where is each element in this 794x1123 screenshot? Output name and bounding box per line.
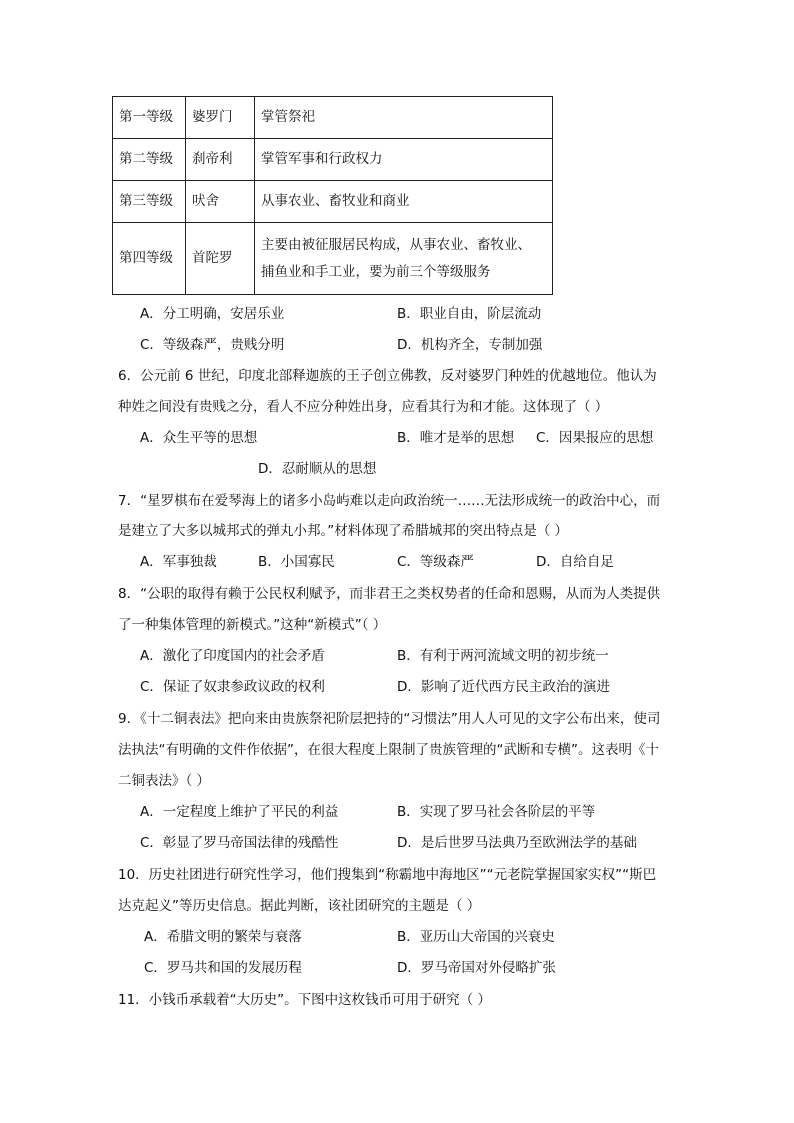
table-row <box>113 223 553 295</box>
table-cell: 首陀罗 <box>186 223 255 295</box>
q7-option-c: C．等级森严 <box>397 554 474 570</box>
q6-option-c: C．因果报应的思想 <box>536 430 654 446</box>
q11-stem-line: 11．小钱币承载着“大历史”。下图中这枚钱币可用于研究（ ） <box>118 992 491 1008</box>
q5-option-c: C．等级森严，贵贱分明 <box>140 337 285 353</box>
q5-option-d: D．机构齐全，专制加强 <box>397 337 543 353</box>
table-cell-line: 捕鱼业和手工业，要为前三个等级服务 <box>261 263 491 280</box>
q7-option-b: B．小国寡民 <box>258 554 335 570</box>
table-cell: 掌管祭祀 <box>255 97 553 139</box>
q10-option-c: C．罗马共和国的发展历程 <box>144 960 302 976</box>
table-cell: 第三等级 <box>113 181 186 223</box>
table-cell: 吠舍 <box>186 181 255 223</box>
table-cell: 刹帝利 <box>186 139 255 181</box>
q9-stem-line: 9．《十二铜表法》把向来由贵族祭祀阶层把持的“习惯法”用人人可见的文字公布出来，使司 <box>118 711 661 727</box>
q6-stem-line: 6．公元前 6 世纪，印度北部释迦族的王子创立佛教，反对婆罗门种姓的优越地位。他认为 <box>118 368 657 384</box>
table-cell: 第四等级 <box>113 223 186 295</box>
q6-option-a: A．众生平等的思想 <box>140 430 258 446</box>
q6-option-d: D．忍耐顺从的思想 <box>258 461 377 477</box>
q8-stem-line: 8．“公职的取得有赖于公民权利赋予，而非君王之类权势者的任命和恩赐，从而为人类提供 <box>118 586 661 602</box>
q8-stem-line: 了一种集体管理的新模式。”这种“新模式”（ ） <box>118 617 387 633</box>
table-cell: 第二等级 <box>113 139 186 181</box>
q8-option-c: C．保证了奴隶参政议政的权利 <box>140 679 325 695</box>
table-row <box>113 97 553 139</box>
caste-table <box>112 96 553 295</box>
q7-stem-line: 7．“星罗棋布在爱琴海上的诸多小岛屿难以走向政治统一……无法形成统一的政治中心，而 <box>118 493 661 509</box>
table-cell <box>255 223 553 295</box>
q9-stem-line: 二铜表法》（ ） <box>118 773 211 789</box>
q9-option-d: D．是后世罗马法典乃至欧洲法学的基础 <box>397 835 637 851</box>
q10-option-a: A．希腊文明的繁荣与衰落 <box>144 929 302 945</box>
table-cell: 婆罗门 <box>186 97 255 139</box>
q7-option-d: D．自给自足 <box>536 554 614 570</box>
table-cell: 第一等级 <box>113 97 186 139</box>
table-cell-line: 主要由被征服居民构成，从事农业、畜牧业、 <box>261 236 531 253</box>
table-cell: 从事农业、畜牧业和商业 <box>255 181 553 223</box>
q8-option-a: A．激化了印度国内的社会矛盾 <box>140 648 325 664</box>
q8-option-b: B．有利于两河流域文明的初步统一 <box>397 648 609 664</box>
table-row <box>113 139 553 181</box>
table-row <box>113 181 553 223</box>
q7-option-a: A．军事独裁 <box>140 554 217 570</box>
q5-option-b: B．职业自由，阶层流动 <box>397 306 542 322</box>
q10-option-b: B．亚历山大帝国的兴衰史 <box>397 929 555 945</box>
q9-option-a: A．一定程度上维护了平民的利益 <box>140 804 339 820</box>
q5-option-a: A．分工明确，安居乐业 <box>140 306 285 322</box>
q8-option-d: D．影响了近代西方民主政治的演进 <box>397 679 610 695</box>
table-cell: 掌管军事和行政权力 <box>255 139 553 181</box>
q10-option-d: D．罗马帝国对外侵略扩张 <box>397 960 556 976</box>
q10-stem-line: 10．历史社团进行研究性学习，他们搜集到“称霸地中海地区”“元老院掌握国家实权”“斯巴 <box>118 867 657 883</box>
q9-option-b: B．实现了罗马社会各阶层的平等 <box>397 804 596 820</box>
q9-stem-line: 法执法“有明确的文件作依据”，在很大程度上限制了贵族管理的“武断和专横”。这表明《十 <box>118 742 659 758</box>
q7-stem-line: 是建立了大多以城邦式的弹丸小邦。”材料体现了希腊城邦的突出特点是（ ） <box>118 523 569 539</box>
q9-option-c: C．彰显了罗马帝国法律的残酷性 <box>140 835 339 851</box>
q6-option-b: B．唯才是举的思想 <box>397 430 515 446</box>
q10-stem-line: 达克起义”等历史信息。据此判断，该社团研究的主题是（ ） <box>118 898 481 914</box>
q6-stem-line: 种姓之间没有贵贱之分，看人不应分种姓出身，应看其行为和才能。这体现了（ ） <box>118 399 609 415</box>
